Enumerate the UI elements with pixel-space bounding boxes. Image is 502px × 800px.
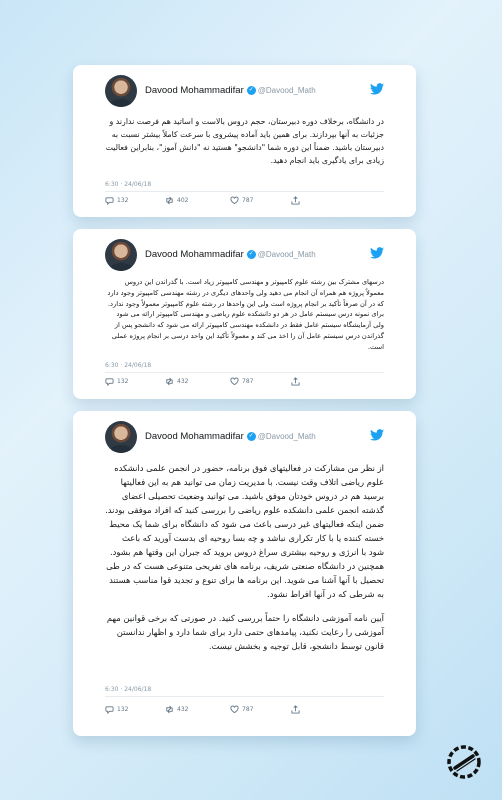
tweet-time: 6:30 [105,181,119,188]
tweet-time: 6:30 [105,362,119,369]
tweet-card-3 [73,411,416,736]
like-count: 787 [242,706,254,713]
author-name: Davood Mohammadifar [145,85,244,96]
retweet-count: 432 [177,378,189,385]
tweet-paragraph-2: آیین نامه آموزشی دانشگاه را حتماً بررسی کنید. در صورتی که برخی قوانین مهم آموزشی را رعایت نکنید، پیامدهای حتمی دارد برای شما دارد و اظهار ندانستن قانون توسط دانشجو، قابل توجیه و بخشش نیست. [106,613,384,651]
avatar[interactable] [105,239,137,271]
retweet-icon [165,196,174,205]
verified-badge-icon: ✓ [248,86,254,93]
verified-badge-icon: ✓ [248,250,254,257]
author-name: Davood Mohammadifar [145,431,244,442]
tweet-author[interactable] [145,85,316,96]
tweet-author[interactable] [145,249,316,260]
share-button[interactable] [291,196,300,205]
retweet-icon [165,377,174,386]
heart-icon [230,377,239,386]
avatar[interactable] [105,421,137,453]
divider [105,696,384,697]
reply-icon [105,377,114,386]
retweet-count: 432 [177,706,189,713]
share-button[interactable] [291,377,300,386]
reply-button[interactable] [105,705,128,714]
like-button[interactable] [230,705,253,714]
tweet-paragraph-1: از نظر من مشارکت در فعالیتهای فوق برنامه، حضور در انجمن علمی دانشکده علوم ریاضی اتلاف وقت نیست. با مدیریت زمان می توانید هم به این فعالیتها برسید هم در دروس خودتان موفق باشید. می توانید وضعیت تحصیلی اعضای گذشته انجمن علمی دانشکده علوم ریاضی را بررسی کنید که افراد موفقی بودند. ضمن اینکه فعالیتهای غیر درسی باعث می شود که دانشگاه برای شما یک محیط خسته کننده یا با کار تکراری نباشد و چه بسا روحیه ای بدست آورید که باعث شود با انرژی و روحیه بیشتری سراغ دروس بروید که جبران این وقتها هم بشود. همچنین در دانشگاه صنعتی شریف، برنامه های تفریحی متنوعی هست که در طی تحصیل با آنها آشنا می شوید. این برنامه ها برای تنوع و تجدید قوا مناسب هستند به شرطی که در آنها افراط نشود. [105,463,384,599]
avatar[interactable] [105,75,137,107]
tweet-text: در دانشگاه، برخلاف دوره دبیرستان، حجم دروس بالاست و اساتید هم فرصت ندارند و جزئیات به آنها بپردازند. برای همین باید آماده پیشروی با سرعت کاملاً بیشتر نسبت به دبیرستان باشید. ضمناً این دوره شما "دانشجو" هستید نه "دانش آموز"، بنابراین فعالیت زیادی برای یادگیری باید انجام دهید. [105,117,384,165]
tweet-actions [105,377,384,391]
tweet-actions [105,196,384,210]
tweet-actions [105,705,384,719]
author-name: Davood Mohammadifar [145,249,244,260]
reply-button[interactable] [105,377,128,386]
retweet-button[interactable] [165,705,188,714]
tweet-date: 24/06/18 [124,181,152,188]
verified-badge-icon: ✓ [248,432,254,439]
heart-icon [230,196,239,205]
tweet-author[interactable] [145,431,316,442]
reply-button[interactable] [105,196,128,205]
reply-icon [105,196,114,205]
twitter-bird-icon [370,83,384,95]
like-button[interactable] [230,377,253,386]
tweet-timestamp: 6:30 · 24/06/18 [105,362,152,369]
share-icon [291,377,300,386]
retweet-icon [165,705,174,714]
retweet-button[interactable] [165,196,188,205]
chain-logo-icon [446,744,482,780]
heart-icon [230,705,239,714]
reply-icon [105,705,114,714]
tweet-date: 24/06/18 [124,686,152,693]
reply-count: 132 [117,706,129,713]
like-count: 787 [242,197,254,204]
divider [105,372,384,373]
author-handle: @Davood_Math [257,86,316,95]
author-handle: @Davood_Math [257,250,316,259]
reply-count: 132 [117,378,129,385]
share-button[interactable] [291,705,300,714]
divider [105,191,384,192]
tweet-text: درسهای مشترک بین رشته علوم کامپیوتر و مهندسی کامپیوتر زیاد است. با گذراندن این دروس معمولاً پروژه هم همراه آن انجام می دهید ولی واحدهای دیگری در رشته مهندسی کامپیوتر وجود دارد که در آن صرفاً تأکید بر انجام پروژه است ولی این واحدها در رشته علوم کامپیوتر معمولاً وجود ندارد. برای نمونه درس سیستم عامل در هر دو دانشکده علوم ریاضی و مهندسی کامپیوتر ارائه می شود ولی آزمایشگاه سیستم عامل فقط در دانشکده مهندسی کامپیوتر ارائه می شود که دانشجو پس از گذراندن درس سیستم عامل آن را اخذ می کند و معمولاً تأکید این واحد درسی بر انجام پروژه عملی است. [107,278,384,351]
author-handle: @Davood_Math [257,432,316,441]
tweet-card-2 [73,229,416,399]
retweet-count: 402 [177,197,189,204]
share-icon [291,196,300,205]
tweet-timestamp: 6:30 · 24/06/18 [105,686,152,693]
tweet-time: 6:30 [105,686,119,693]
like-button[interactable] [230,196,253,205]
like-count: 787 [242,378,254,385]
tweet-card-1 [73,65,416,217]
tweet-timestamp: 6:30 · 24/06/18 [105,181,152,188]
twitter-bird-icon [370,429,384,441]
retweet-button[interactable] [165,377,188,386]
reply-count: 132 [117,197,129,204]
share-icon [291,705,300,714]
tweet-text [105,461,384,653]
twitter-bird-icon [370,247,384,259]
tweet-date: 24/06/18 [124,362,152,369]
